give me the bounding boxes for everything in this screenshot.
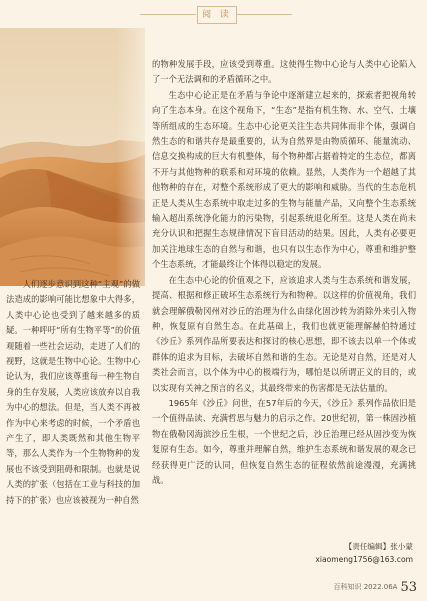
section-label: 阅 读 (197, 6, 237, 24)
right-paragraph: 的物种发展手段，应该受到尊重。这使得生物中心论与人类中心论陷入了一个无法调和的矛盾循环之中。 (152, 59, 416, 85)
right-paragraph: 1965年《沙丘》问世，在57年后的今天，《沙丘》系列作品依旧是一个值得品读、充满哲思与魅力的启示之作。20世纪初，第一株固沙植物在俄勒冈海滨沙丘生根，一个世纪之后，沙丘治理已经从固沙变为恢复原有生态。如今，尊重并理解自然，维护生态系统和谐发展的观念已经获得更广泛的认同，但恢复自然生态的征程依然前途漫漫，充满挑战。 (152, 397, 416, 485)
left-text-column (6, 277, 140, 508)
header-rule-left (140, 14, 196, 15)
left-paragraph: 人们逐步意识到这种“主观”的做法造成的影响可能比想象中大得多，人类中心论也受到了越来越多的质疑。一种呼吁“所有生物平等”的价值观随着一些社会运动，走进了人们的视野，这就是生物中心论。生物中心论认为，我们应该尊重每一种生物自身的生存发展，人类应该放弃以自我为中心的想法。但是，当人类不再被作为中心来考虑的时候，一个矛盾也产生了，即人类既然和其他生物平等，那么人类作为一个生物物种的发展也不该受到阻碍和限制。也就是说人类的扩张（包括在工业与科技的加持下的扩张）也应该被视为一种自然 (6, 279, 140, 505)
right-text-column (152, 57, 416, 488)
page-footer (333, 580, 417, 595)
desert-dune-photo (0, 28, 145, 286)
editor-credit (315, 540, 413, 566)
page-number: 53 (400, 580, 417, 595)
right-paragraph: 生态中心论正是在矛盾与争论中逐渐建立起来的，探索者把视角转向了生态本身。在这个视角下，“生态”是指有机生物、水、空气、土壤等所组成的生态环境。生态中心论更关注生态共同体而非个体，强调自然生态的和谐共存是最重要的，认为自然界是由物质循环、能量流动、信息交换构成的巨大有机整体，每个物种都占据着特定的生态位，都离不开与其他物种的联系和对环境的依赖。显然，人类作为一个超越了其他物种的存在，对整个系统形成了更大的影响和威胁。当代的生态危机正是人类从生态系统中取走过多的生物与能量产品，又向整个生态系统输入超出系统净化能力的污染物，引起系统退化所至。这是人类在尚未充分认识和把握生态规律情况下盲目活动的结果。因此，人类有必要更加关注地球生态的自然与和谐，也只有以生态作为中心，尊重和维护整个生态系统，才能最终让个体得以稳定的发展。 (152, 89, 416, 270)
editor-label: 【责任编辑】张小蒙 (344, 542, 413, 551)
magazine-issue: 百科知识 2022.06A (333, 583, 398, 591)
right-paragraph: 在生态中心论的价值观之下，应该追求人类与生态系统和谐发展，提高、根据和修正破坏生态系统行为和物种。以这样的价值视角，我们就会理解俄勒冈州对沙丘的治理为什么由绿化固沙转为消除外来引入物种，恢复原有自然生态。在此基础上，我们也就更能理解赫伯特通过《沙丘》系列作品所要表达和探讨的核心思想，即不该去以单一个体或群体的追求为目标，去破坏自然和谐的生态。无论是对自然，还是对人类社会而言，以个体为中心的极端行为，哪怕是以所谓正义的目的，或以实现有关神之预言的名义，其最终带来的伤害都是无法估量的。 (152, 274, 416, 393)
header-rule-right (236, 14, 292, 15)
editor-email: xiaomeng1756@163.com (315, 555, 413, 564)
